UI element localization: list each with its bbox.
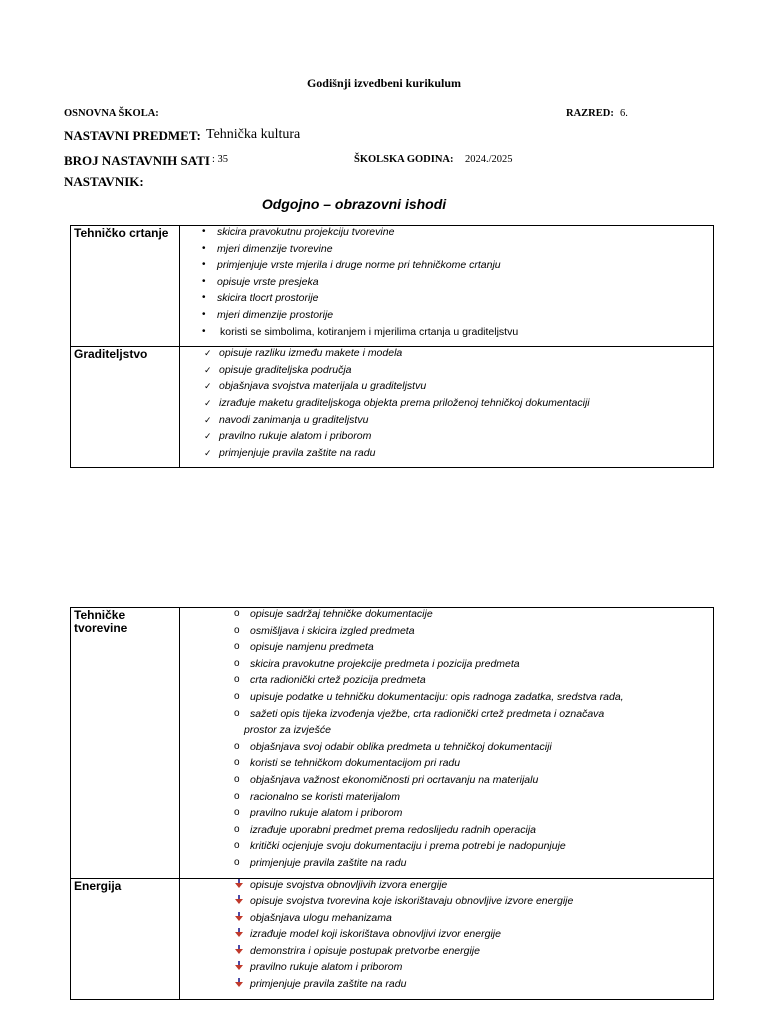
- list-item: o primjenjuje pravila zaštite na radu: [234, 856, 407, 869]
- grade-value: 6.: [620, 108, 628, 119]
- list-item: • koristi se simbolima, kotiranjem i mjerilima crtanja u graditeljstvu: [202, 325, 519, 338]
- table-row: [71, 608, 714, 879]
- circle-bullet-icon: o: [234, 790, 240, 802]
- school-label: OSNOVNA ŠKOLA:: [64, 108, 159, 119]
- outcomes-cell: [180, 226, 714, 347]
- circle-bullet-icon: o: [234, 608, 240, 619]
- list-item: izrađuje model koji iskorištava obnovljivi izvor energije: [180, 928, 713, 945]
- circle-bullet-icon: o: [234, 840, 240, 852]
- list-item: o kritički ocjenjuje svoju dokumentaciju i prema potrebi je nadopunjuje: [234, 840, 566, 853]
- down-arrow-icon: [235, 945, 243, 954]
- down-arrow-icon: [235, 961, 243, 970]
- outcomes-title: Odgojno – obrazovni ishodi: [261, 196, 447, 212]
- table-row: [71, 347, 714, 468]
- list-item: ✓ pravilno rukuje alatom i priborom: [204, 430, 372, 443]
- list-item: o opisuje namjenu predmeta: [234, 641, 374, 654]
- circle-bullet-icon: o: [234, 823, 240, 835]
- bullet-icon: •: [202, 259, 206, 271]
- area-cell: Tehničko crtanje: [71, 226, 180, 347]
- list-item: ✓ primjenjuje pravila zaštite na radu: [204, 446, 376, 459]
- hours-label: BROJ NASTAVNIH SATI: [64, 153, 210, 168]
- circle-bullet-icon: o: [234, 690, 240, 702]
- circle-bullet-icon: o: [234, 773, 240, 785]
- bullet-icon: •: [202, 292, 206, 304]
- bullet-icon: •: [202, 242, 206, 254]
- list-item: o objašnjava svoj odabir oblika predmeta u tehničkoj dokumentaciji: [234, 740, 552, 753]
- list-item: opisuje svojstva tvorevina koje iskorištavaju obnovljive izvore energije: [180, 895, 713, 912]
- list-item: ✓ opisuje graditeljska područja: [204, 363, 352, 376]
- list-item: o racionalno se koristi materijalom: [234, 790, 400, 803]
- list-item: • skicira tlocrt prostorije: [202, 292, 319, 305]
- circle-bullet-icon: o: [234, 641, 240, 653]
- teacher-label: NASTAVNIK:: [64, 174, 144, 189]
- outcome-list: [180, 608, 713, 874]
- list-item: • mjeri dimenzije prostorije: [202, 308, 334, 321]
- hours-value: : 35: [212, 154, 229, 165]
- down-arrow-icon: [235, 978, 243, 987]
- checkmark-icon: ✓: [204, 397, 212, 408]
- list-item: o osmišljava i skicira izgled predmeta: [234, 624, 415, 637]
- outcome-list: [180, 226, 713, 342]
- bullet-icon: •: [202, 308, 206, 320]
- circle-bullet-icon: o: [234, 757, 240, 769]
- list-item: o skicira pravokutne projekcije predmeta i pozicija predmeta: [234, 657, 520, 670]
- list-item: o crta radionički crtež pozicija predmeta: [234, 674, 426, 687]
- bullet-icon: •: [202, 325, 206, 337]
- checkmark-icon: ✓: [204, 431, 212, 442]
- grade-label: RAZRED:: [566, 108, 614, 119]
- checkmark-icon: ✓: [204, 381, 212, 392]
- circle-bullet-icon: o: [234, 707, 240, 719]
- bullet-icon: •: [202, 275, 206, 287]
- list-item: ✓ opisuje razliku između makete i modela: [204, 347, 403, 360]
- circle-bullet-icon: o: [234, 807, 240, 819]
- down-arrow-icon: [235, 895, 243, 904]
- document-title: Godišnji izvedbeni kurikulum: [306, 76, 462, 90]
- circle-bullet-icon: o: [234, 624, 240, 636]
- table-row: [71, 226, 714, 347]
- list-item: o opisuje sadržaj tehničke dokumentacije: [234, 608, 433, 620]
- list-item: • opisuje vrste presjeka: [202, 275, 319, 288]
- outcome-list: [180, 347, 713, 463]
- list-item: o pravilno rukuje alatom i priborom: [234, 807, 403, 820]
- area-cell: Tehničke tvorevine: [71, 608, 180, 879]
- list-item: o objašnjava važnost ekonomičnosti pri ocrtavanju na materijalu: [234, 773, 539, 786]
- list-item: • skicira pravokutnu projekciju tvorevine: [202, 226, 395, 238]
- list-item-continuation: prostor za izvješće: [244, 724, 331, 737]
- outcomes-cell: [180, 608, 714, 879]
- checkmark-icon: ✓: [204, 348, 212, 359]
- list-item: demonstrira i opisuje postupak pretvorbe energije: [180, 945, 713, 962]
- outcomes-table-2: [70, 607, 714, 1000]
- list-item: o sažeti opis tijeka izvođenja vježbe, crta radionički crtež predmeta i označava: [234, 707, 605, 720]
- list-item: o koristi se tehničkom dokumentacijom pri radu: [234, 757, 461, 770]
- area-cell: Graditeljstvo: [71, 347, 180, 468]
- table-row: [71, 878, 714, 999]
- checkmark-icon: ✓: [204, 447, 212, 458]
- outcomes-cell: [180, 347, 714, 468]
- circle-bullet-icon: o: [234, 740, 240, 752]
- list-item: o upisuje podatke u tehničku dokumentaciju: opis radnoga zadatka, sredstva rada,: [234, 690, 624, 703]
- list-item: pravilno rukuje alatom i priborom: [180, 961, 713, 978]
- list-item: opisuje svojstva obnovljivih izvora energije: [180, 879, 713, 896]
- year-value: 2024./2025: [465, 154, 513, 165]
- subject-label: NASTAVNI PREDMET:: [64, 128, 201, 143]
- circle-bullet-icon: o: [234, 674, 240, 686]
- outcomes-cell: [180, 878, 714, 999]
- down-arrow-icon: [235, 912, 243, 921]
- subject-value: Tehnička kultura: [206, 127, 301, 142]
- checkmark-icon: ✓: [204, 364, 212, 375]
- checkmark-icon: ✓: [204, 414, 212, 425]
- circle-bullet-icon: o: [234, 856, 240, 868]
- list-item: ✓ objašnjava svojstva materijala u graditeljstvu: [204, 380, 427, 393]
- area-cell: Energija: [71, 878, 180, 999]
- down-arrow-icon: [235, 879, 243, 888]
- list-item: • primjenjuje vrste mjerila i druge norme pri tehničkome crtanju: [202, 259, 501, 272]
- list-item: o izrađuje uporabni predmet prema redoslijedu radnih operacija: [234, 823, 537, 836]
- list-item: • mjeri dimenzije tvorevine: [202, 242, 333, 255]
- list-item: ✓ navodi zanimanja u graditeljstvu: [204, 413, 369, 426]
- list-item: ✓ izrađuje maketu graditeljskoga objekta prema priloženoj tehničkoj dokumentaciji: [204, 396, 590, 409]
- outcome-list: [180, 879, 713, 995]
- outcomes-table-1: [70, 225, 714, 468]
- bullet-icon: •: [202, 226, 206, 237]
- list-item: primjenjuje pravila zaštite na radu: [180, 978, 713, 995]
- down-arrow-icon: [235, 928, 243, 937]
- circle-bullet-icon: o: [234, 657, 240, 669]
- year-label: ŠKOLSKA GODINA:: [354, 154, 454, 165]
- list-item: objašnjava ulogu mehanizama: [180, 912, 713, 929]
